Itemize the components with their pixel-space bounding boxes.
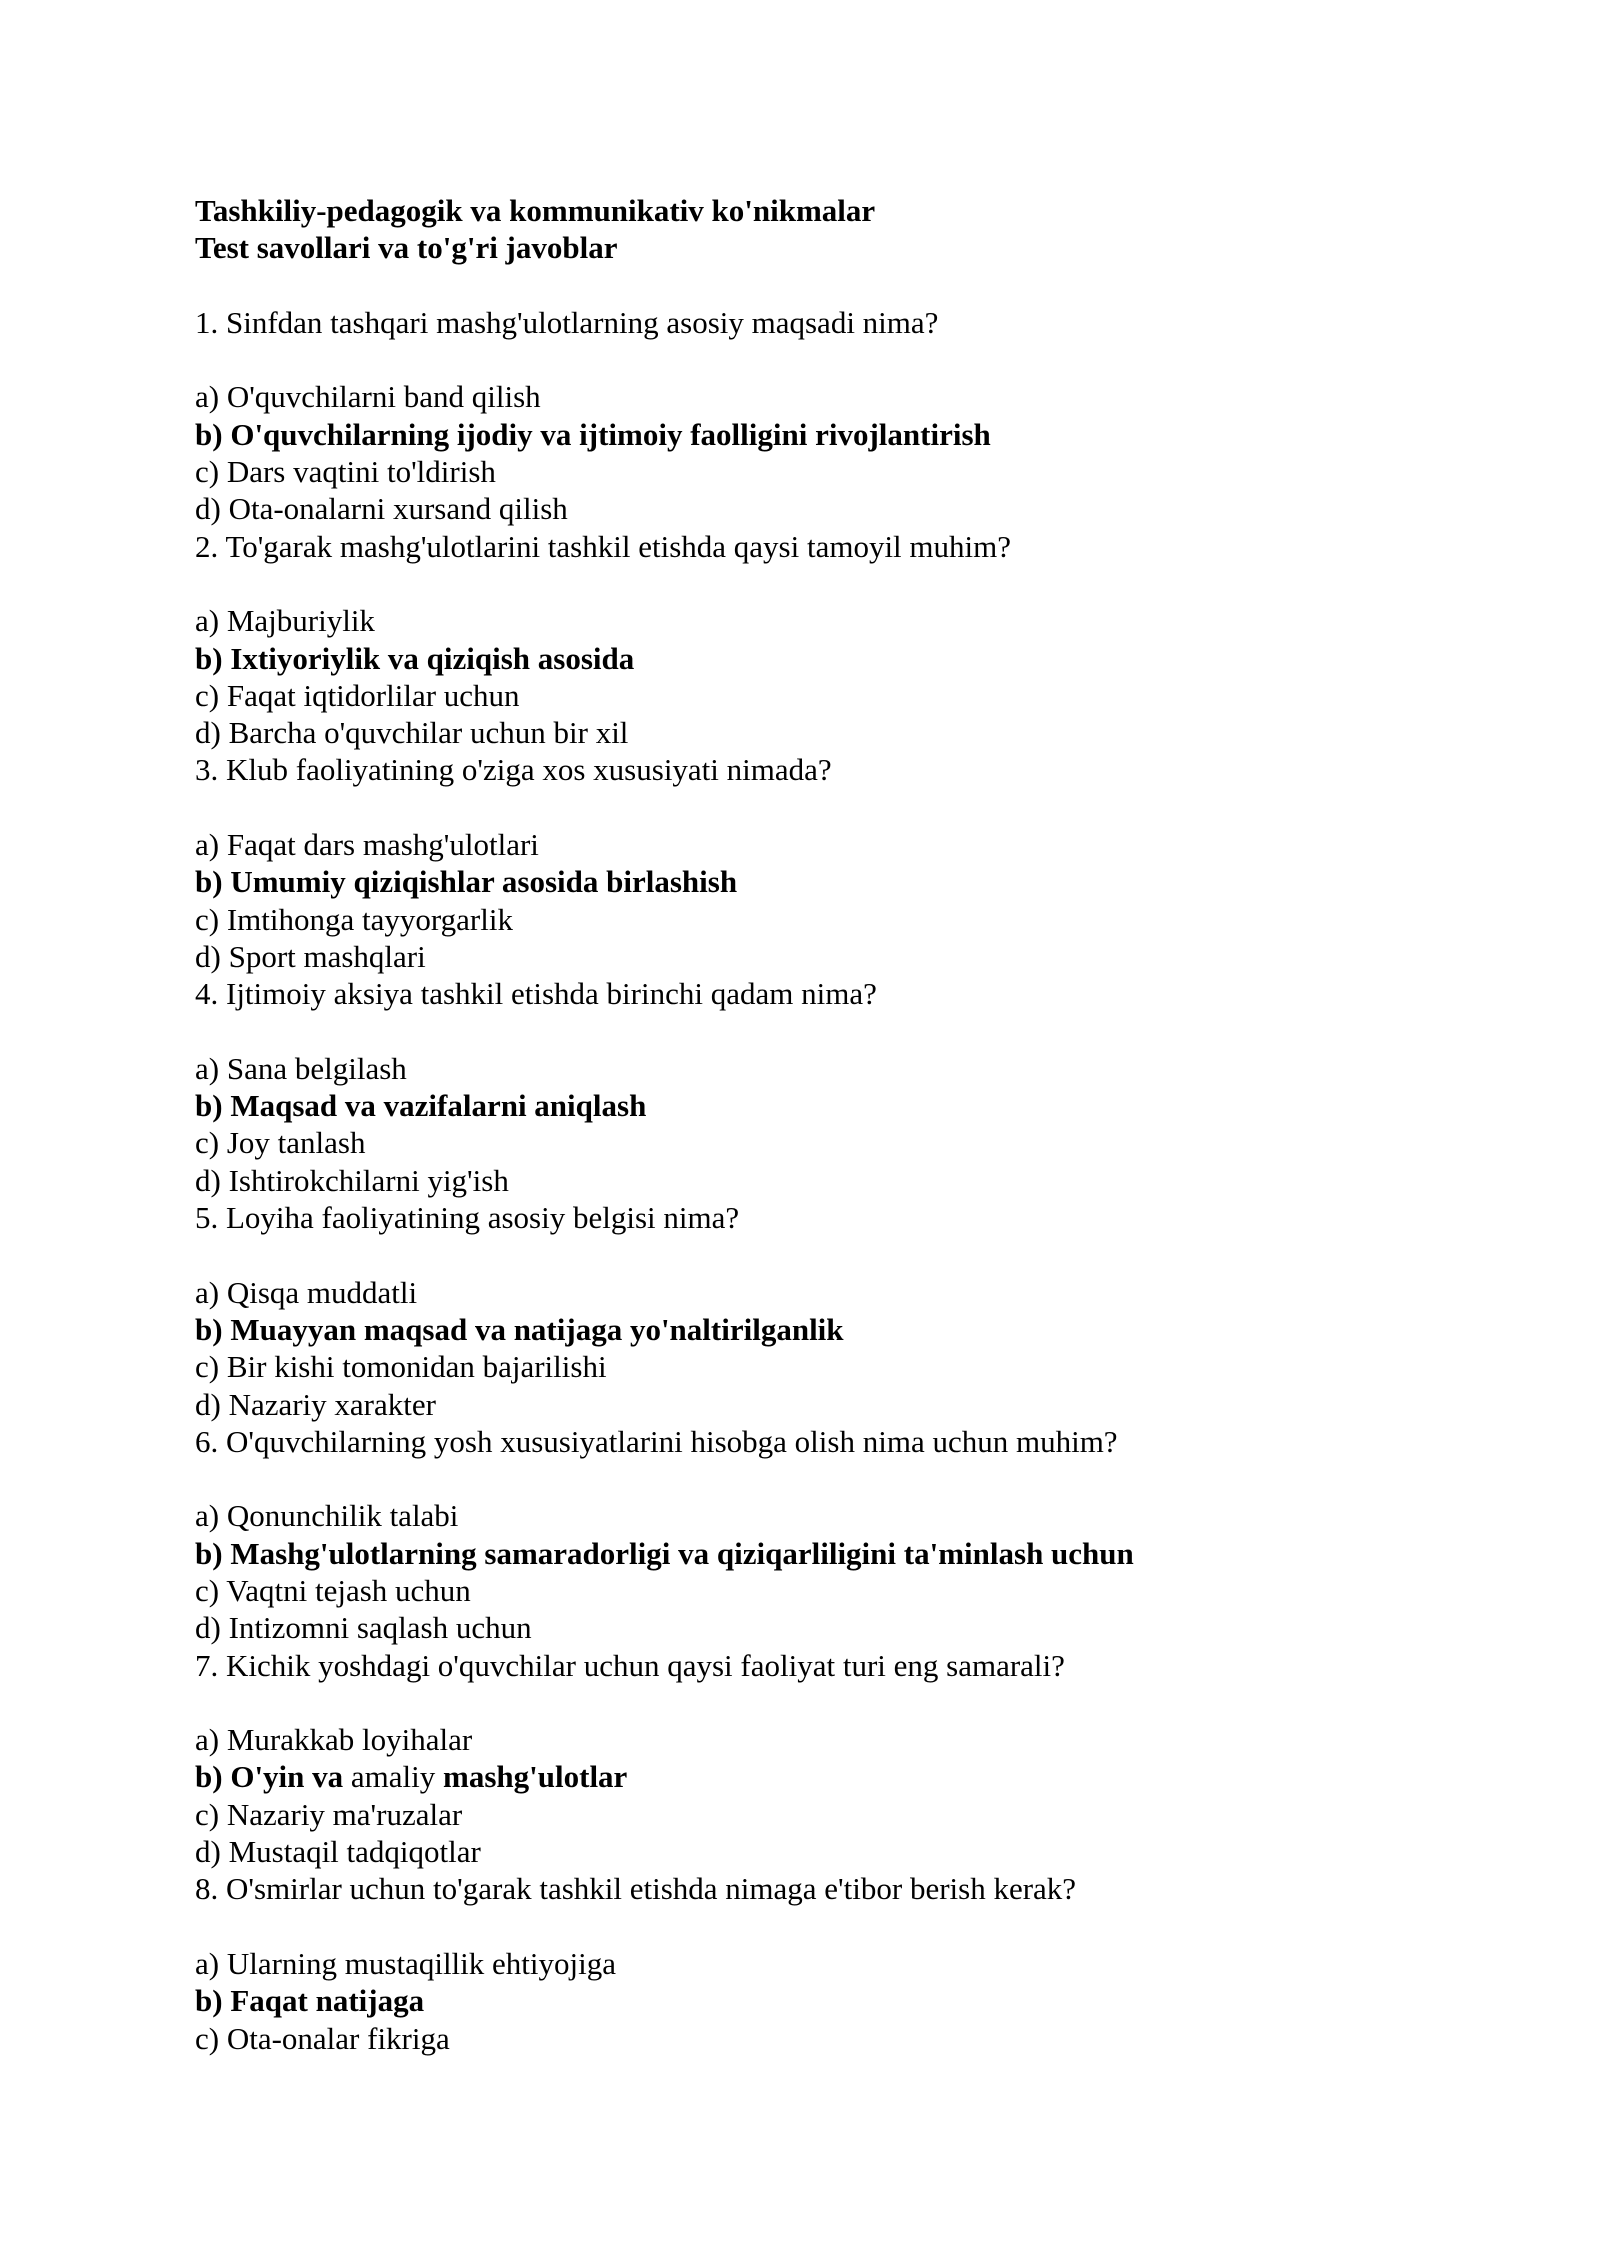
option-d: d) Nazariy xarakter	[195, 1386, 436, 1422]
option-b-correct	[195, 1982, 1495, 2019]
option-d: d) Ishtirokchilarni yig'ish	[195, 1162, 509, 1198]
option-d: d) Barcha o'quvchilar uchun bir xil	[195, 715, 629, 751]
option-d: d) Intizomni saqlash uchun	[195, 1610, 532, 1646]
option-c: c) Bir kishi tomonidan bajarilishi	[195, 1349, 607, 1385]
option-b-correct	[195, 1311, 1495, 1348]
option-b-text-part3: mashg'ulotlar	[443, 1759, 628, 1795]
option-c: c) Nazariy ma'ruzalar	[195, 1796, 463, 1832]
option-b-correct	[195, 863, 1495, 900]
question-text: 5. Loyiha faoliyatining asosiy belgisi nima?	[195, 1200, 740, 1236]
question-text: 2. To'garak mashg'ulotlarini tashkil etishda qaysi tamoyil muhim?	[195, 528, 1012, 564]
option-b-text-part2: amaliy	[343, 1759, 444, 1795]
option-c: c) Ota-onalar fikriga	[195, 2020, 450, 2056]
spacer	[195, 1684, 1495, 1721]
spacer	[195, 1908, 1495, 1945]
option-b-prefix: b)	[195, 1535, 231, 1571]
spacer	[195, 1460, 1495, 1497]
option-b-prefix: b)	[195, 640, 231, 676]
option-b-prefix: b)	[195, 416, 231, 452]
option-a: a) Murakkab loyihalar	[195, 1722, 473, 1758]
option-b-correct	[195, 1535, 1495, 1572]
option-b-prefix: b)	[195, 1983, 231, 2019]
document-page	[195, 192, 1495, 2057]
option-d: d) Mustaqil tadqiqotlar	[195, 1834, 481, 1870]
option-b-prefix: b)	[195, 1088, 231, 1124]
option-b-prefix: b)	[195, 1311, 231, 1347]
option-b-correct	[195, 1087, 1495, 1124]
option-a: a) Ularning mustaqillik ehtiyojiga	[195, 1945, 616, 1981]
question-text: 8. O'smirlar uchun to'garak tashkil etishda nimaga e'tibor berish kerak?	[195, 1871, 1077, 1907]
option-b-text-part1: O'yin va	[230, 1759, 344, 1795]
question-text: 1. Sinfdan tashqari mashg'ulotlarning asosiy maqsadi nima?	[195, 304, 939, 340]
option-a: a) Qisqa muddatli	[195, 1274, 418, 1310]
option-a: a) Sana belgilash	[195, 1050, 407, 1086]
question-text: 4. Ijtimoiy aksiya tashkil etishda birinchi qadam nima?	[195, 976, 877, 1012]
option-b-correct	[195, 416, 1495, 453]
spacer	[195, 789, 1495, 826]
spacer	[195, 565, 1495, 602]
document-subtitle: Test savollari va to'g'ri javoblar	[195, 230, 618, 266]
option-b-prefix: b)	[195, 864, 231, 900]
option-b-text: Muayyan maqsad va natijaga yo'naltirilganlik	[230, 1311, 844, 1347]
option-a: a) Qonunchilik talabi	[195, 1498, 459, 1534]
option-c: c) Vaqtni tejash uchun	[195, 1572, 471, 1608]
option-d: d) Sport mashqlari	[195, 938, 426, 974]
option-b-text: Faqat natijaga	[230, 1983, 425, 2019]
question-text: 3. Klub faoliyatining o'ziga xos xususiyati nimada?	[195, 752, 832, 788]
option-b-text: Maqsad va vazifalarni aniqlash	[230, 1088, 647, 1124]
spacer	[195, 1236, 1495, 1273]
option-a: a) Faqat dars mashg'ulotlari	[195, 827, 539, 863]
option-d: d) Ota-onalarni xursand qilish	[195, 491, 568, 527]
option-c: c) Joy tanlash	[195, 1125, 366, 1161]
option-b-prefix: b)	[195, 1759, 231, 1795]
option-a: a) O'quvchilarni band qilish	[195, 379, 541, 415]
option-b-text: O'quvchilarning ijodiy va ijtimoiy faolligini rivojlantirish	[230, 416, 991, 452]
option-b-text: Ixtiyoriylik va qiziqish asosida	[230, 640, 635, 676]
option-b-text: Mashg'ulotlarning samaradorligi va qiziqarliligini ta'minlash uchun	[230, 1535, 1134, 1571]
document-title: Tashkiliy-pedagogik va kommunikativ ko'nikmalar	[195, 193, 876, 228]
option-c: c) Dars vaqtini to'ldirish	[195, 454, 496, 490]
spacer	[195, 341, 1495, 378]
option-b-text: Umumiy qiziqishlar asosida birlashish	[230, 864, 738, 900]
question-text: 7. Kichik yoshdagi o'quvchilar uchun qaysi faoliyat turi eng samarali?	[195, 1647, 1065, 1683]
option-c: c) Faqat iqtidorlilar uchun	[195, 677, 520, 713]
spacer	[195, 267, 1495, 304]
option-c: c) Imtihonga tayyorgarlik	[195, 901, 513, 937]
option-b-correct	[195, 640, 1495, 677]
option-b-correct	[195, 1758, 1495, 1795]
question-text: 6. O'quvchilarning yosh xususiyatlarini hisobga olish nima uchun muhim?	[195, 1423, 1118, 1459]
spacer	[195, 1013, 1495, 1050]
option-a: a) Majburiylik	[195, 603, 375, 639]
